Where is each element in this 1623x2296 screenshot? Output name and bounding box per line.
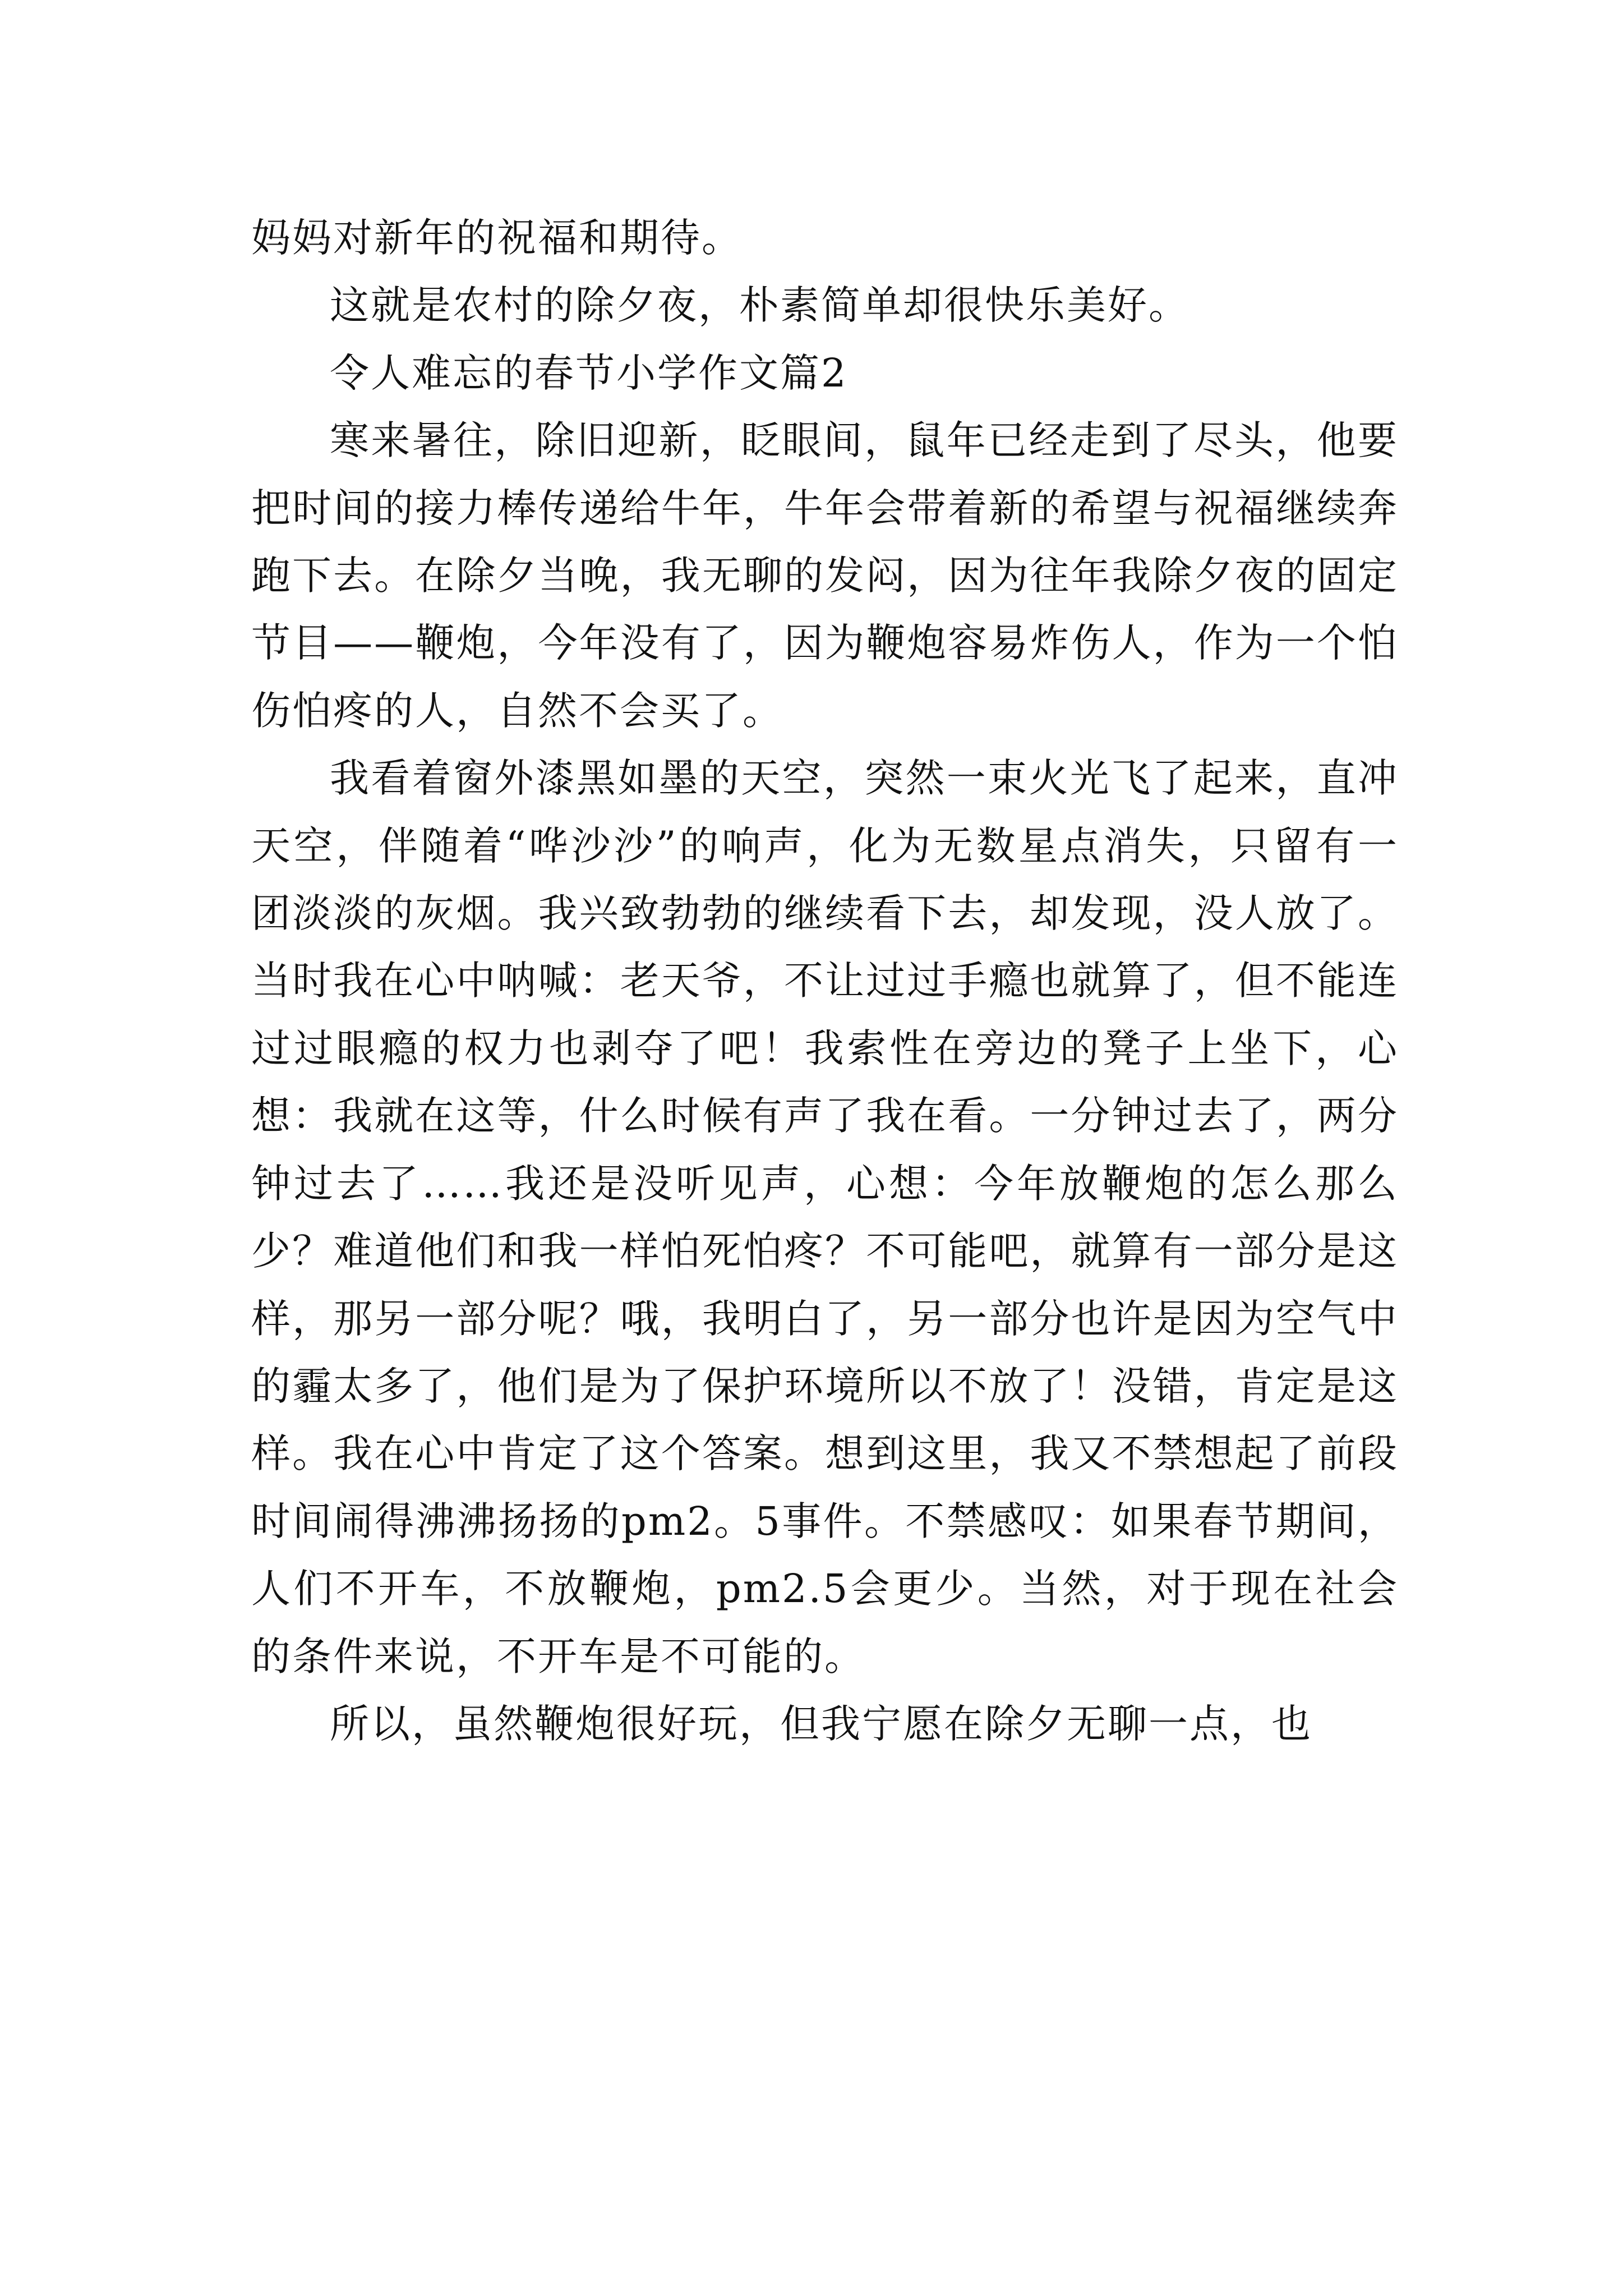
paragraph: 我看着窗外漆黑如墨的天空，突然一束火光飞了起来，直冲天空，伴随着“哗沙沙”的响声，化为无数星点消失，只留有一团淡淡的灰烟。我兴致勃勃的继续看下去，却发现，没人放了。当时我在心中呐喊：老天爷，不让过过手瘾也就算了，但不能连过过眼瘾的权力也剥夺了吧！我索性在旁边的凳子上坐下，心想：我就在这等，什么时候有声了我在看。一分钟过去了，两分钟过去了……我还是没听见声，心想：今年放鞭炮的怎么那么少？难道他们和我一样怕死怕疼？不可能吧，就算有一部分是这样，那另一部分呢？哦，我明白了，另一部分也许是因为空气中的霾太多了，他们是为了保护环境所以不放了！没错，肯定是这样。我在心中肯定了这个答案。想到这里，我又不禁想起了前段时间闹得沸沸扬扬的pm2。5事件。不禁感叹：如果春节期间，人们不开车，不放鞭炮，pm2.5会更少。当然，对于现在社会的条件来说，不开车是不可能的。 — [251, 755, 1399, 1680]
paragraph: 这就是农村的除夕夜，朴素简单却很快乐美好。 — [330, 282, 1189, 329]
paragraph: 寒来暑往，除旧迎新，眨眼间，鼠年已经走到了尽头，他要把时间的接力棒传递给牛年，牛年会带着新的希望与祝福继续奔跑下去。在除夕当晚，我无聊的发闷，因为往年我除夕夜的固定节目——鞭炮，今年没有了，因为鞭炮容易炸伤人，作为一个怕伤怕疼的人，自然不会买了。 — [251, 417, 1399, 734]
paragraph-continuation: 妈妈对新年的祝福和期待。 — [251, 215, 743, 261]
section-heading: 令人难忘的春节小学作文篇2 — [330, 349, 848, 396]
body-text — [251, 204, 1399, 1757]
paragraph: 所以，虽然鞭炮很好玩，但我宁愿在除夕无聊一点，也 — [330, 1700, 1312, 1747]
